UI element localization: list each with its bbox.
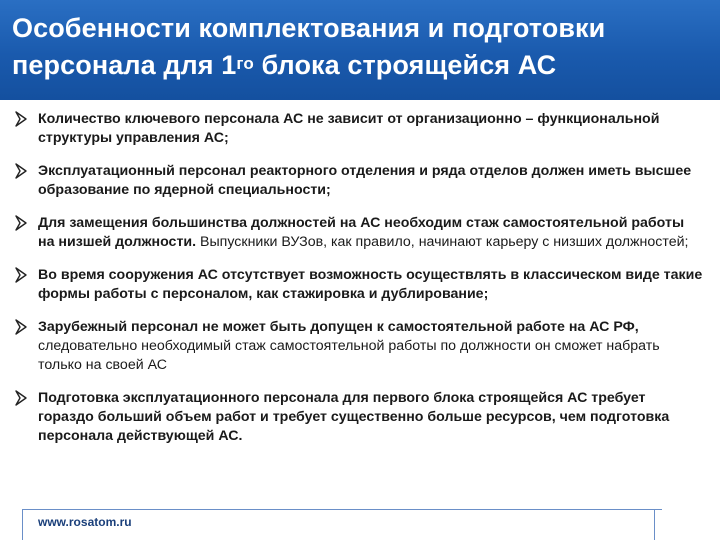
footer-divider-right (654, 509, 655, 540)
bullet-list (14, 110, 704, 460)
bullet-text-bold: Эксплуатационный персонал реакторного отделения и ряда отделов должен иметь высшее образование по ядерной специальности; (38, 163, 692, 198)
arrowhead-bullet-icon (14, 163, 28, 179)
bullet-text-bold: Подготовка эксплуатационного персонала для первого блока строящейся АС требует гораздо больший объем работ и требует существенно больше ресурсов, чем подготовка персонала действующей АС. (38, 390, 670, 444)
arrowhead-bullet-icon (14, 319, 28, 335)
bullet-item (14, 389, 704, 446)
footer-website-link[interactable]: www.rosatom.ru (38, 515, 132, 529)
bullet-text-bold: Во время сооружения АС отсутствует возможность осуществлять в классическом виде такие формы работы с персоналом, как стажировка и дублирование; (38, 267, 703, 302)
slide-title (12, 10, 712, 84)
slide-header (0, 0, 720, 100)
footer-divider-left (22, 509, 23, 540)
arrowhead-bullet-icon (14, 390, 28, 406)
bullet-text-normal: Выпускники ВУЗов, как правило, начинают карьеру с низших должностей; (200, 234, 689, 250)
arrowhead-bullet-icon (14, 267, 28, 283)
bullet-text-normal: следовательно необходимый стаж самостоятельной работы по должности он сможет набрать только на своей АС (38, 338, 660, 373)
bullet-text-bold: Для замещения большинства должностей на АС необходим стаж самостоятельной работы на низшей должности. (38, 215, 685, 250)
slide-title-superscript: го (236, 54, 254, 73)
bullet-item (14, 318, 704, 375)
slide-title-part2: блока строящейся АС (253, 50, 557, 80)
slide-title-part1: Особенности комплектования и подготовки персонала для 1 (12, 13, 606, 80)
bullet-item (14, 214, 704, 252)
bullet-item (14, 110, 704, 148)
bullet-text-bold: Количество ключевого персонала АС не зависит от организационно – функциональной структуры управления АС; (38, 111, 660, 146)
arrowhead-bullet-icon (14, 215, 28, 231)
bullet-item (14, 266, 704, 304)
bullet-text-bold: Зарубежный персонал не может быть допущен к самостоятельной работе на АС РФ, (38, 319, 639, 335)
footer-divider (22, 509, 662, 510)
arrowhead-bullet-icon (14, 111, 28, 127)
bullet-item (14, 162, 704, 200)
